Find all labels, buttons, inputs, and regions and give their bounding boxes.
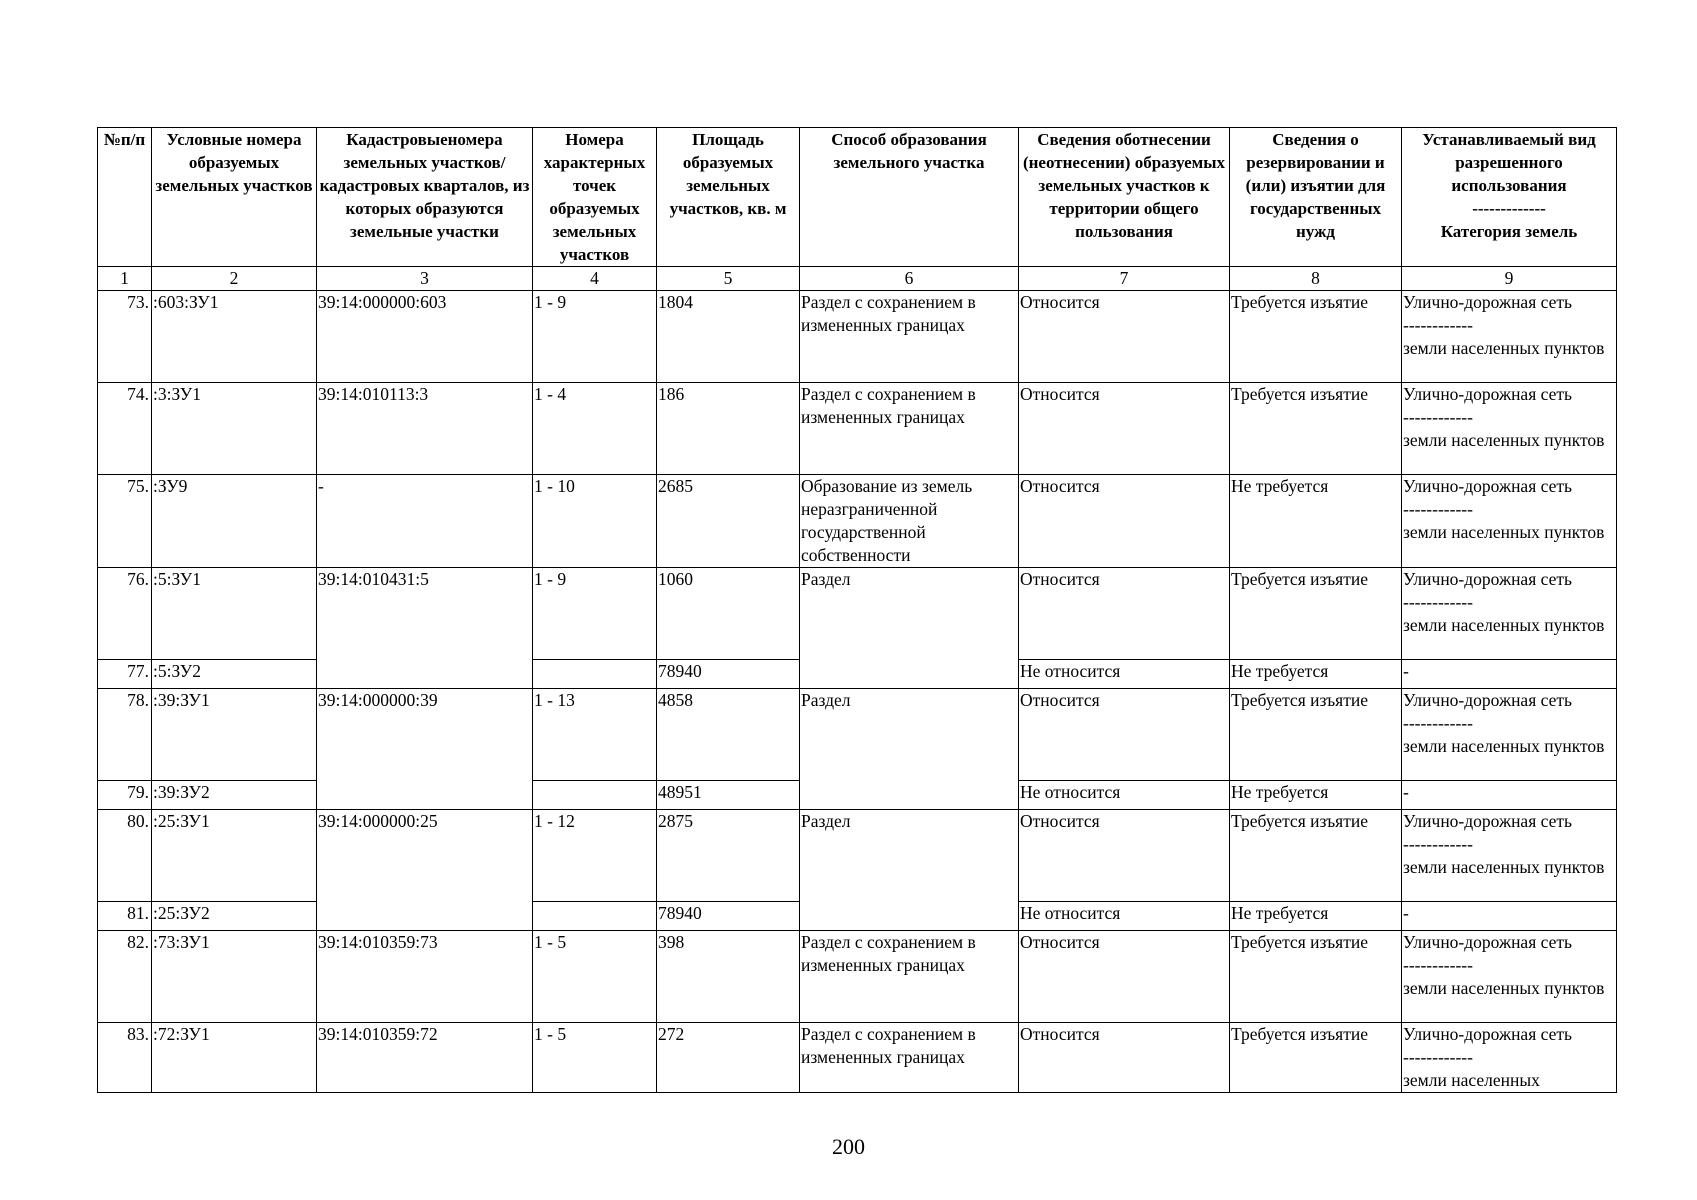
use-separator: ------------ — [1403, 1047, 1473, 1067]
boundary-points — [533, 781, 657, 810]
formation-method: Раздел — [800, 568, 1019, 689]
header-col-7: Сведения оботнесении (неотнесении) образуемых земельных участков к территории общего пользования — [1019, 128, 1230, 267]
use-separator: ------------ — [1403, 592, 1473, 612]
row-number: 83. — [98, 1023, 152, 1093]
plot-area: 4858 — [657, 689, 800, 781]
header-col-9-separator: ------------- — [1472, 199, 1546, 218]
public-use-status: Относится — [1019, 291, 1230, 383]
formation-method: Раздел с сохранением в измененных границах — [800, 383, 1019, 475]
land-category: земли населенных — [1403, 1070, 1540, 1090]
row-number: 78. — [98, 689, 152, 781]
permitted-use: - — [1402, 781, 1617, 810]
plot-number: :25:ЗУ2 — [152, 902, 317, 931]
public-use-status: Относится — [1019, 810, 1230, 902]
row-number: 79. — [98, 781, 152, 810]
header-col-9 — [1402, 128, 1617, 267]
reservation-status: Не требуется — [1230, 902, 1402, 931]
plot-area: 48951 — [657, 781, 800, 810]
col-number: 6 — [800, 267, 1019, 291]
reservation-status: Требуется изъятие — [1230, 689, 1402, 781]
permitted-use-cell — [1402, 810, 1617, 902]
plot-area: 398 — [657, 931, 800, 1023]
land-category: земли населенных пунктов — [1403, 736, 1605, 756]
col-number: 9 — [1402, 267, 1617, 291]
permitted-use-cell — [1402, 475, 1617, 568]
land-category: земли населенных пунктов — [1403, 978, 1605, 998]
use-separator: ------------ — [1403, 834, 1473, 854]
table-row — [98, 291, 1617, 383]
header-col-9-category: Категория земель — [1440, 222, 1578, 241]
plot-number: :25:ЗУ1 — [152, 810, 317, 902]
plot-area: 1060 — [657, 568, 800, 660]
reservation-status: Требуется изъятие — [1230, 1023, 1402, 1093]
plot-number: :ЗУ9 — [152, 475, 317, 568]
boundary-points: 1 - 10 — [533, 475, 657, 568]
formation-method: Образование из земель неразграниченной государственной собственности — [800, 475, 1019, 568]
public-use-status: Относится — [1019, 383, 1230, 475]
formation-method: Раздел с сохранением в измененных границах — [800, 291, 1019, 383]
permitted-use: Улично-дорожная сеть — [1403, 690, 1573, 710]
row-number: 75. — [98, 475, 152, 568]
plot-area: 78940 — [657, 660, 800, 689]
header-row — [98, 128, 1617, 267]
permitted-use: Улично-дорожная сеть — [1403, 476, 1573, 496]
reservation-status: Требуется изъятие — [1230, 291, 1402, 383]
public-use-status: Относится — [1019, 475, 1230, 568]
boundary-points — [533, 660, 657, 689]
row-number: 73. — [98, 291, 152, 383]
plot-number: :603:ЗУ1 — [152, 291, 317, 383]
cadastral-number: 39:14:010359:73 — [317, 931, 533, 1023]
plot-number: :39:ЗУ2 — [152, 781, 317, 810]
cadastral-number: 39:14:000000:25 — [317, 810, 533, 931]
permitted-use: Улично-дорожная сеть — [1403, 569, 1573, 589]
plot-area: 78940 — [657, 902, 800, 931]
boundary-points: 1 - 13 — [533, 689, 657, 781]
reservation-status: Не требуется — [1230, 475, 1402, 568]
col-number: 5 — [657, 267, 800, 291]
permitted-use-cell — [1402, 568, 1617, 660]
header-col-3: Кадастровыеномера земельных участков/кадастровых кварталов, из которых образуются земельные участки — [317, 128, 533, 267]
public-use-status: Относится — [1019, 931, 1230, 1023]
public-use-status: Не относится — [1019, 781, 1230, 810]
plot-area: 186 — [657, 383, 800, 475]
permitted-use-cell — [1402, 383, 1617, 475]
cadastral-number: 39:14:010431:5 — [317, 568, 533, 689]
header-col-4: Номера характерных точек образуемых земельных участков — [533, 128, 657, 267]
land-category: земли населенных пунктов — [1403, 615, 1605, 635]
row-number: 80. — [98, 810, 152, 902]
reservation-status: Требуется изъятие — [1230, 931, 1402, 1023]
cadastral-number: 39:14:000000:603 — [317, 291, 533, 383]
plot-area: 2685 — [657, 475, 800, 568]
boundary-points — [533, 902, 657, 931]
page-number: 200 — [832, 1134, 865, 1159]
reservation-status: Не требуется — [1230, 660, 1402, 689]
col-number: 3 — [317, 267, 533, 291]
cadastral-number: - — [317, 475, 533, 568]
reservation-status: Требуется изъятие — [1230, 568, 1402, 660]
formation-method: Раздел — [800, 689, 1019, 810]
land-category: земли населенных пунктов — [1403, 338, 1605, 358]
boundary-points: 1 - 4 — [533, 383, 657, 475]
public-use-status: Относится — [1019, 568, 1230, 660]
table-row — [98, 568, 1617, 660]
boundary-points: 1 - 12 — [533, 810, 657, 902]
plot-number: :39:ЗУ1 — [152, 689, 317, 781]
formation-method: Раздел с сохранением в измененных границах — [800, 931, 1019, 1023]
plot-number: :3:ЗУ1 — [152, 383, 317, 475]
plot-number: :73:ЗУ1 — [152, 931, 317, 1023]
boundary-points: 1 - 9 — [533, 291, 657, 383]
col-number: 8 — [1230, 267, 1402, 291]
permitted-use-cell — [1402, 931, 1617, 1023]
row-number: 74. — [98, 383, 152, 475]
permitted-use: Улично-дорожная сеть — [1403, 292, 1573, 312]
table-row — [98, 1023, 1617, 1093]
row-number: 81. — [98, 902, 152, 931]
reservation-status: Не требуется — [1230, 781, 1402, 810]
boundary-points: 1 - 5 — [533, 931, 657, 1023]
permitted-use: Улично-дорожная сеть — [1403, 384, 1573, 404]
boundary-points: 1 - 5 — [533, 1023, 657, 1093]
col-number: 2 — [152, 267, 317, 291]
land-category: земли населенных пунктов — [1403, 430, 1605, 450]
public-use-status: Относится — [1019, 1023, 1230, 1093]
cadastral-number: 39:14:010359:72 — [317, 1023, 533, 1093]
col-number: 4 — [533, 267, 657, 291]
plot-area: 1804 — [657, 291, 800, 383]
header-col-6: Способ образования земельного участка — [800, 128, 1019, 267]
row-number: 77. — [98, 660, 152, 689]
permitted-use-cell — [1402, 1023, 1617, 1093]
public-use-status: Относится — [1019, 689, 1230, 781]
permitted-use-cell — [1402, 689, 1617, 781]
land-plots-table — [97, 127, 1617, 1093]
use-separator: ------------ — [1403, 407, 1473, 427]
permitted-use: Улично-дорожная сеть — [1403, 932, 1573, 952]
land-category: земли населенных пунктов — [1403, 522, 1605, 542]
permitted-use: - — [1402, 660, 1617, 689]
use-separator: ------------ — [1403, 499, 1473, 519]
header-col-2: Условные номера образуемых земельных участков — [152, 128, 317, 267]
row-number: 76. — [98, 568, 152, 660]
plot-area: 272 — [657, 1023, 800, 1093]
cadastral-number: 39:14:000000:39 — [317, 689, 533, 810]
reservation-status: Требуется изъятие — [1230, 810, 1402, 902]
table-row — [98, 931, 1617, 1023]
header-col-9-use: Устанавливаемый вид разрешенного использования — [1422, 130, 1596, 195]
formation-method: Раздел — [800, 810, 1019, 931]
permitted-use-cell — [1402, 291, 1617, 383]
permitted-use: Улично-дорожная сеть — [1403, 811, 1573, 831]
use-separator: ------------ — [1403, 315, 1473, 335]
permitted-use: - — [1402, 902, 1617, 931]
plot-number: :5:ЗУ1 — [152, 568, 317, 660]
plot-area: 2875 — [657, 810, 800, 902]
use-separator: ------------ — [1403, 713, 1473, 733]
public-use-status: Не относится — [1019, 660, 1230, 689]
land-category: земли населенных пунктов — [1403, 857, 1605, 877]
col-number: 7 — [1019, 267, 1230, 291]
permitted-use: Улично-дорожная сеть — [1403, 1024, 1573, 1044]
header-col-1: №п/п — [98, 128, 152, 267]
reservation-status: Требуется изъятие — [1230, 383, 1402, 475]
row-number: 82. — [98, 931, 152, 1023]
col-number: 1 — [98, 267, 152, 291]
use-separator: ------------ — [1403, 955, 1473, 975]
table-row — [98, 383, 1617, 475]
public-use-status: Не относится — [1019, 902, 1230, 931]
cadastral-number: 39:14:010113:3 — [317, 383, 533, 475]
boundary-points: 1 - 9 — [533, 568, 657, 660]
header-col-8: Сведения о резервировании и (или) изъятии для государственных нужд — [1230, 128, 1402, 267]
formation-method: Раздел с сохранением в измененных границах — [800, 1023, 1019, 1093]
table-row — [98, 810, 1617, 902]
header-col-5: Площадь образуемых земельных участков, кв. м — [657, 128, 800, 267]
column-number-row — [98, 267, 1617, 291]
plot-number: :5:ЗУ2 — [152, 660, 317, 689]
table-row — [98, 475, 1617, 568]
table-row — [98, 689, 1617, 781]
plot-number: :72:ЗУ1 — [152, 1023, 317, 1093]
